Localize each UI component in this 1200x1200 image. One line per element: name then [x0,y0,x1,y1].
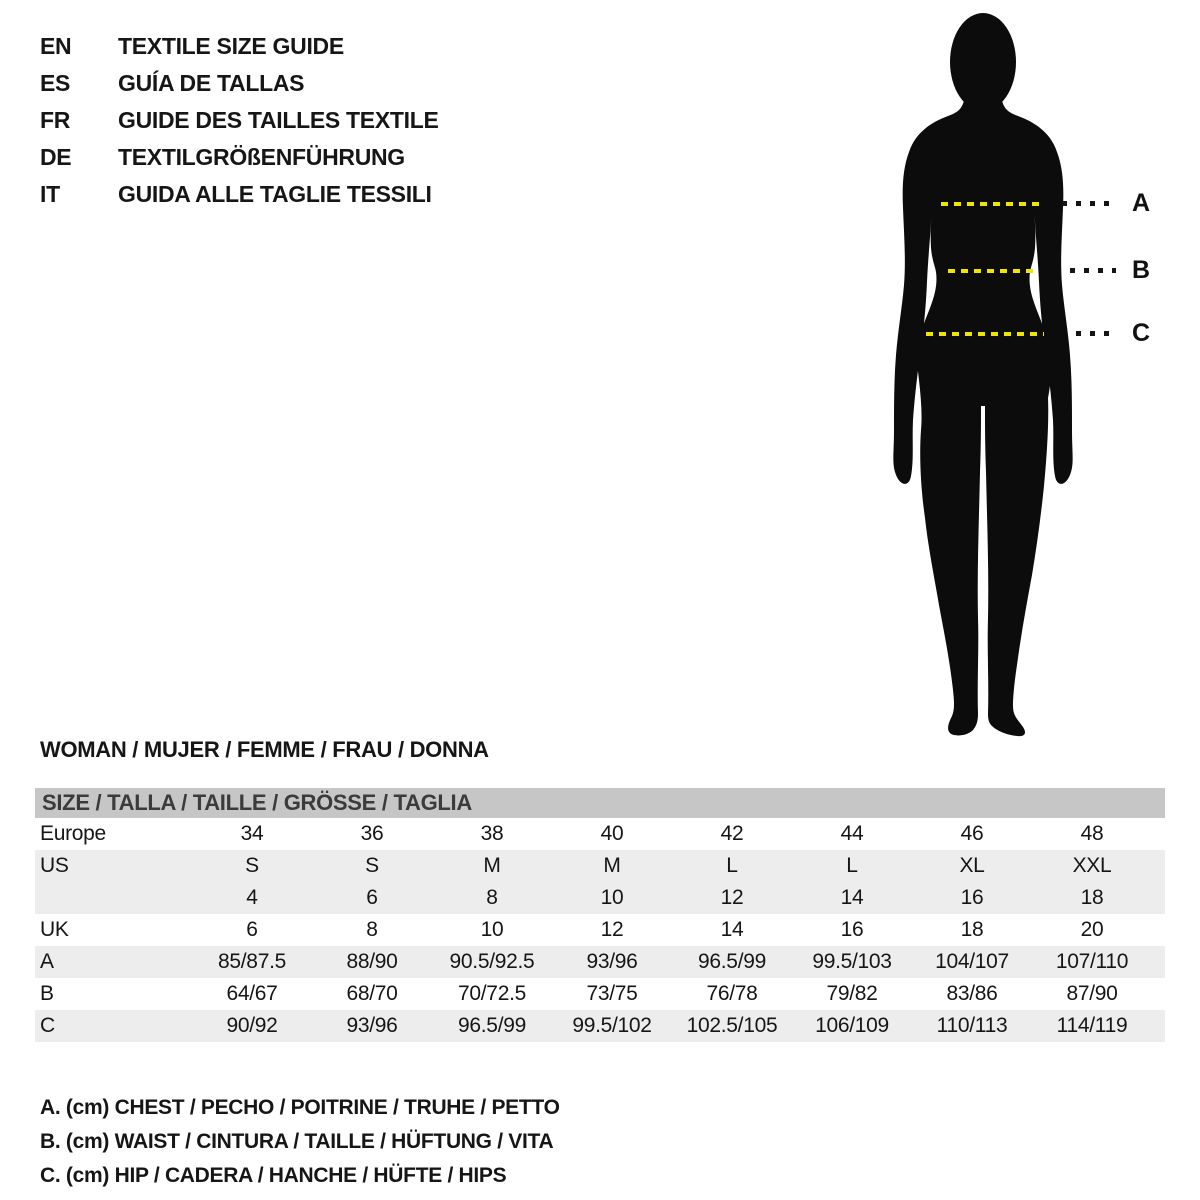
size-cell: 96.5/99 [698,950,766,973]
size-cell: 4 [246,886,258,909]
size-cell: L [726,854,738,877]
size-cell: XL [959,854,985,877]
table-row-waist-b [35,978,1165,1010]
size-table [35,788,1165,1042]
guide-title: TEXTILE SIZE GUIDE [118,33,344,59]
size-cell: 99.5/102 [572,1014,652,1037]
language-row-de [40,139,439,176]
table-row-us-numbers [35,882,1165,914]
size-cell: 85/87.5 [218,950,286,973]
table-row-europe [35,818,1165,850]
section-title-woman: WOMAN / MUJER / FEMME / FRAU / DONNA [40,737,489,762]
size-cell: 42 [720,822,744,845]
marker-label-b: B [1131,256,1151,284]
guide-title: GUIDE DES TAILLES TEXTILE [118,107,439,133]
chest-leader-dots [1062,201,1114,206]
size-cell: 12 [720,886,744,909]
size-cell: M [603,854,621,877]
language-title-list [40,28,439,213]
size-cell: 106/109 [815,1014,889,1037]
size-cell: 40 [600,822,624,845]
language-row-en [40,28,439,65]
waist-measure-line [948,269,1035,273]
size-cell: 99.5/103 [812,950,892,973]
size-cell: 18 [1080,886,1104,909]
size-cell: 83/86 [946,982,998,1005]
guide-title: TEXTILGRÖßENFÜHRUNG [118,144,405,170]
size-cell: 8 [486,886,498,909]
size-cell: 14 [840,886,864,909]
size-cell: 6 [366,886,378,909]
guide-title: GUIDA ALLE TAGLIE TESSILI [118,181,432,207]
size-cell: 44 [840,822,864,845]
size-cell: 14 [720,918,744,941]
size-cell: S [365,854,379,877]
language-row-fr [40,102,439,139]
size-cell: 104/107 [935,950,1009,973]
size-cell: S [245,854,259,877]
size-cell: 16 [840,918,864,941]
marker-label-a: A [1131,189,1151,217]
size-cell: 18 [960,918,984,941]
size-cell: 64/67 [226,982,278,1005]
size-cell: 90/92 [226,1014,278,1037]
table-row-chest-a [35,946,1165,978]
size-cell: 88/90 [346,950,398,973]
size-cell: 96.5/99 [458,1014,526,1037]
row-label: A [40,950,54,973]
size-cell: 12 [600,918,624,941]
size-cell: 36 [360,822,384,845]
language-code: DE [40,144,72,170]
language-code: FR [40,107,71,133]
legend-hip: C. (cm) HIP / CADERA / HANCHE / HÜFTE / HIPS [40,1164,507,1187]
size-cell: 20 [1080,918,1104,941]
language-row-es [40,65,439,102]
row-label: B [40,982,54,1005]
language-code: IT [40,181,60,207]
legend-waist: B. (cm) WAIST / CINTURA / TAILLE / HÜFTUNG / VITA [40,1130,554,1153]
hip-leader-dots [1076,331,1116,336]
size-cell: 114/119 [1056,1014,1128,1037]
woman-silhouette-image [855,10,1115,740]
waist-leader-dots [1070,268,1116,273]
guide-title: GUÍA DE TALLAS [118,70,305,96]
language-code: ES [40,70,71,96]
size-cell: 110/113 [936,1014,1008,1037]
size-cell: 34 [240,822,264,845]
row-label: Europe [40,822,106,845]
size-cell: 102.5/105 [686,1014,778,1037]
table-row-uk [35,914,1165,946]
size-cell: 46 [960,822,984,845]
size-cell: 48 [1080,822,1104,845]
size-cell: 8 [366,918,378,941]
size-table-header: SIZE / TALLA / TAILLE / GRÖSSE / TAGLIA [35,788,1165,818]
size-cell: 6 [246,918,258,941]
legend-chest: A. (cm) CHEST / PECHO / POITRINE / TRUHE / PETTO [40,1096,560,1119]
silhouette-body [893,96,1072,736]
size-cell: 107/110 [1055,950,1129,973]
size-cell: 10 [600,886,624,909]
size-cell: 38 [480,822,504,845]
language-code: EN [40,33,72,59]
size-cell: 10 [480,918,504,941]
size-cell: 70/72.5 [458,982,526,1005]
size-cell: 90.5/92.5 [449,950,535,973]
hip-measure-line [926,332,1044,336]
chest-measure-line [941,202,1043,206]
table-row-us-letters [35,850,1165,882]
size-cell: 16 [960,886,984,909]
size-cell: 93/96 [346,1014,398,1037]
measurement-legend [40,1091,560,1193]
row-label: US [40,854,69,877]
size-cell: 87/90 [1066,982,1118,1005]
size-cell: 79/82 [826,982,878,1005]
language-row-it [40,176,439,213]
size-cell: 73/75 [586,982,638,1005]
size-cell: XXL [1072,854,1112,877]
size-cell: 93/96 [586,950,638,973]
size-cell: 68/70 [346,982,398,1005]
size-cell: L [846,854,858,877]
marker-label-c: C [1131,319,1151,347]
size-cell: 76/78 [706,982,758,1005]
table-row-hip-c [35,1010,1165,1042]
row-label: C [40,1014,55,1037]
size-cell: M [483,854,501,877]
row-label: UK [40,918,69,941]
